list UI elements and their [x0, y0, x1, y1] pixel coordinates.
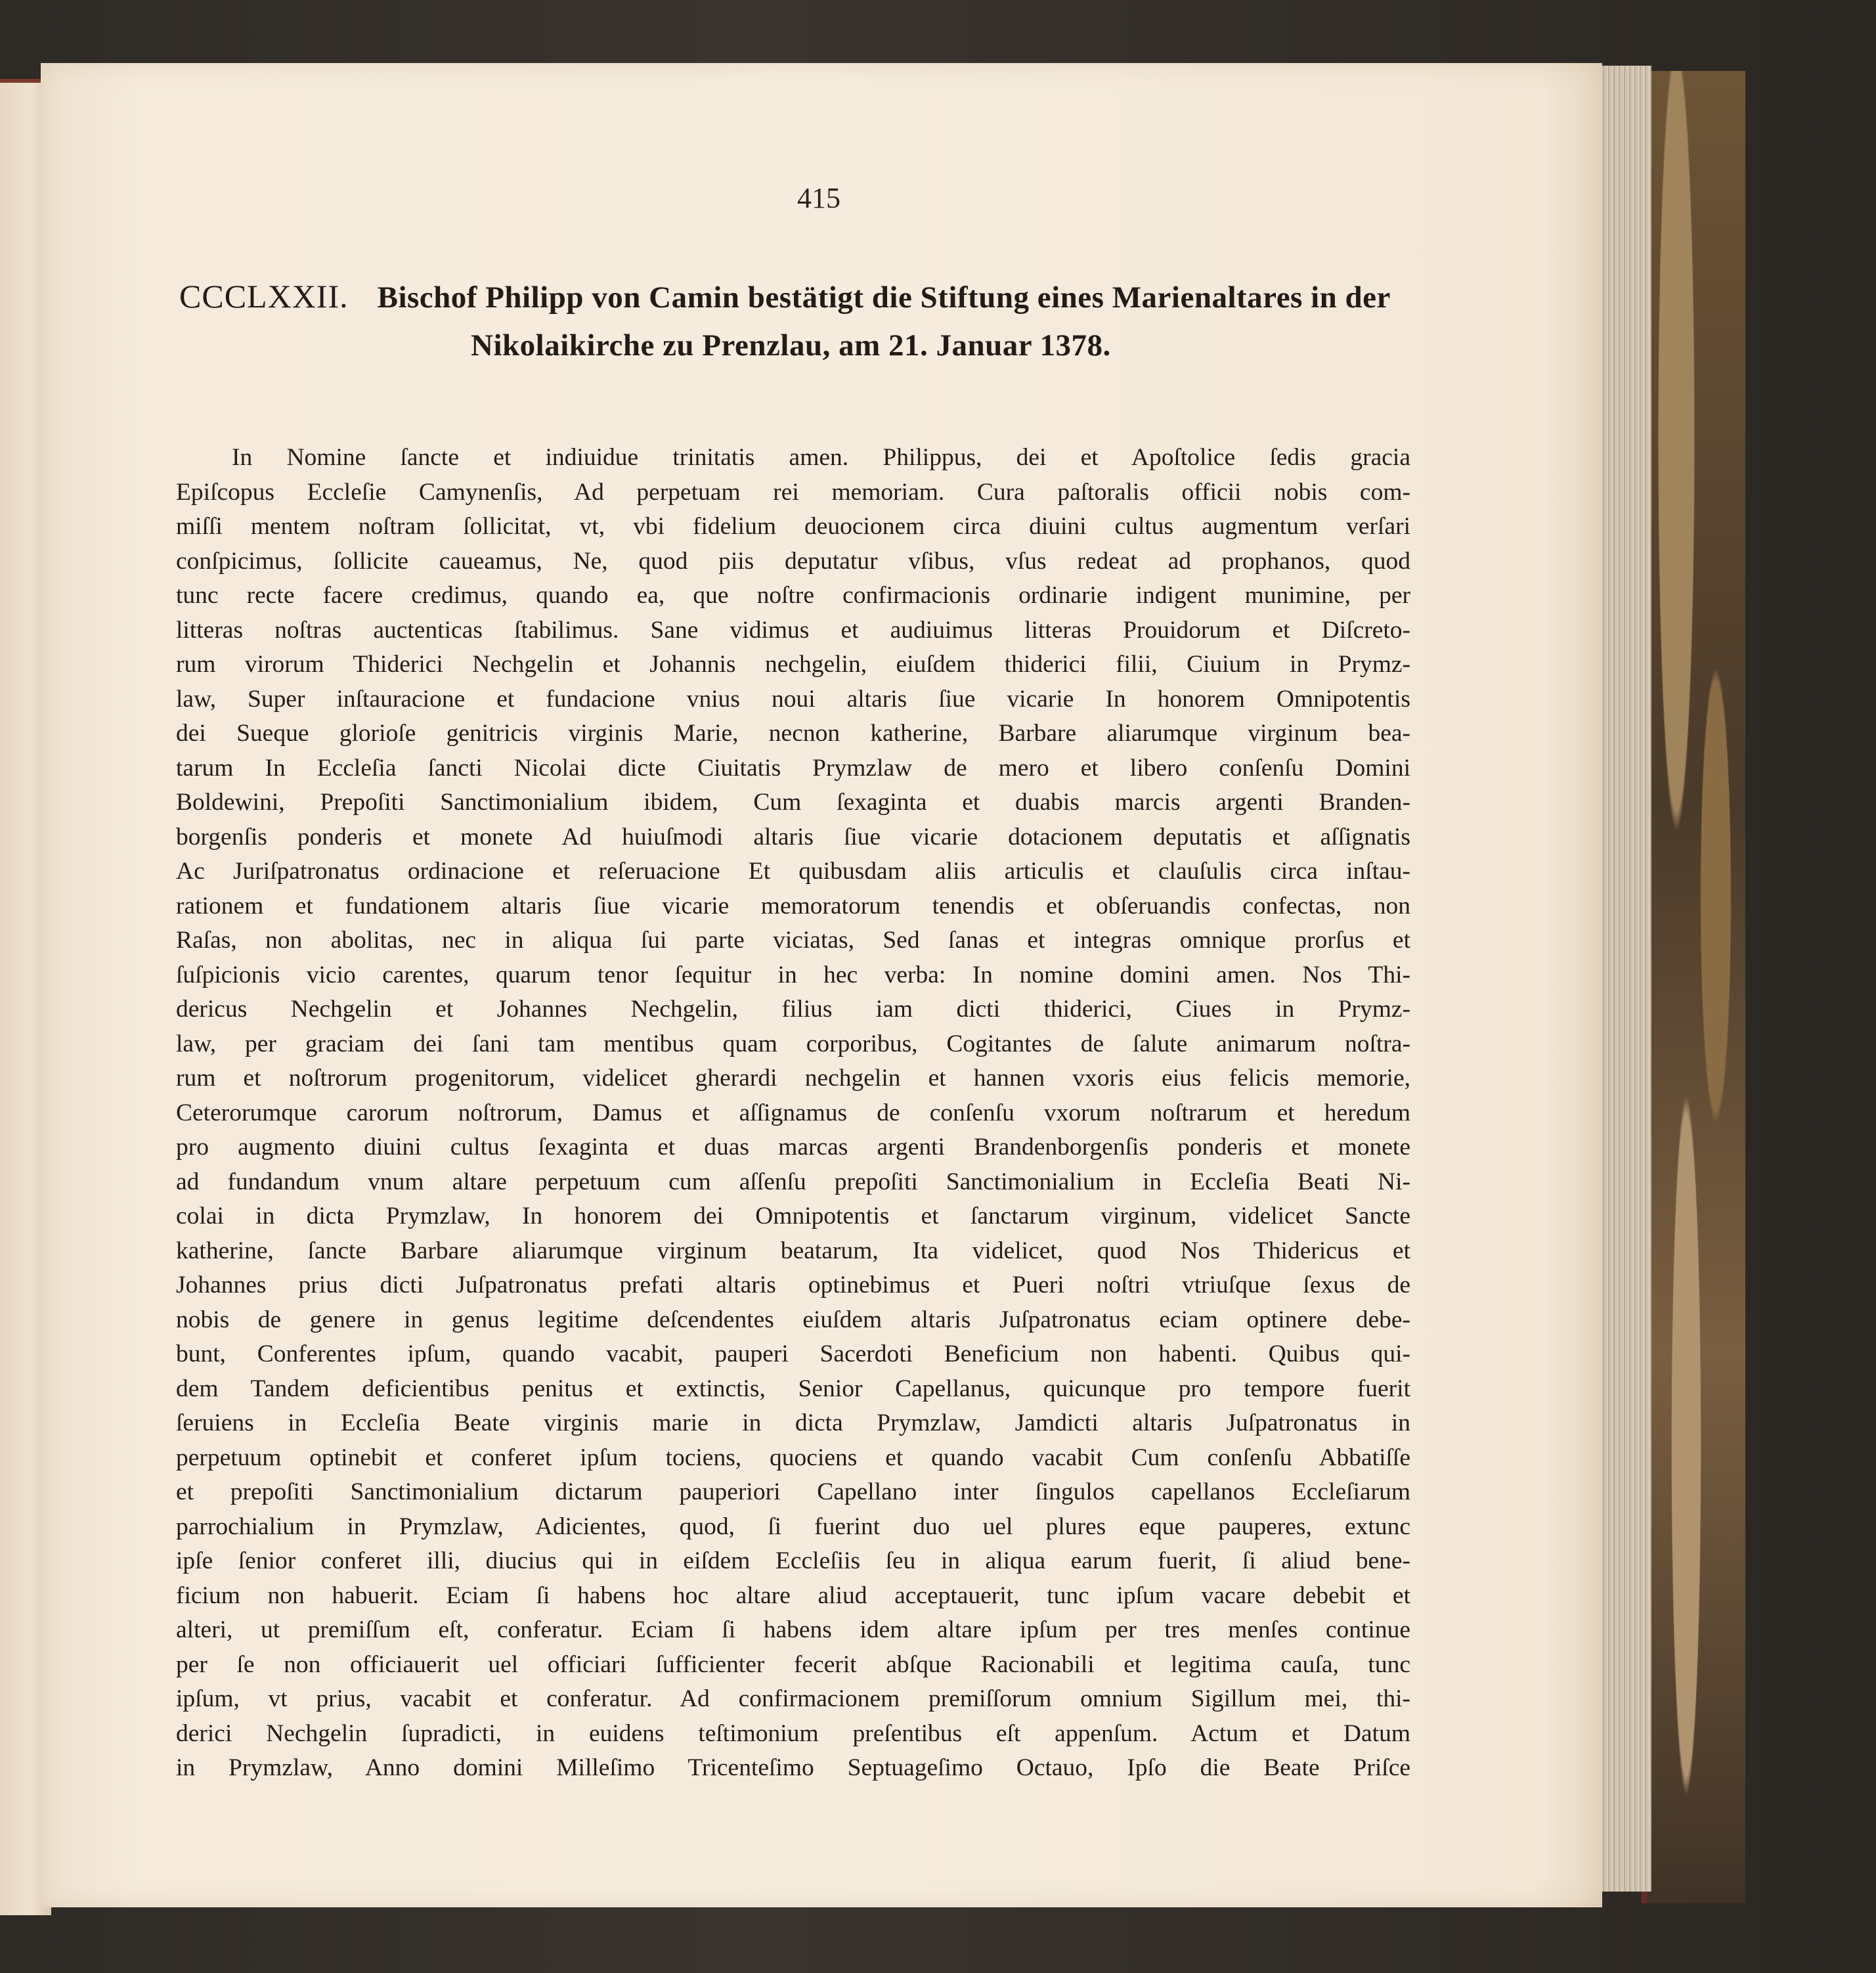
- text-line: tarum In Eccleſia ſancti Nicolai dicte Ciuitatis Prymzlaw de mero et libero conſenſu Domini: [176, 754, 1410, 782]
- page-stack-edge: [1596, 66, 1651, 1892]
- charter-text: [176, 441, 1410, 1786]
- text-line: et prepoſiti Sanctimonialium dictarum pauperiori Capellano inter ſingulos capellanos Eccleſiarum: [176, 1478, 1410, 1505]
- text-line: In Nomine ſancte et indiuidue trinitatis amen. Philippus, dei et Apoſtolice ſedis gracia: [232, 444, 1410, 471]
- text-line: ſeruiens in Eccleſia Beate virginis marie in dicta Prymzlaw, Jamdicti altaris Juſpatronatus in: [176, 1409, 1410, 1436]
- text-line: nobis de genere in genus legitime deſcendentes eiuſdem altaris Juſpatronatus eciam optinere debe-: [176, 1306, 1410, 1333]
- text-line: rum et noſtrorum progenitorum, videlicet gherardi nechgelin et hannen vxoris eius felicis memorie,: [176, 1065, 1410, 1092]
- heading-text-1: Bischof Philipp von Camin bestätigt die Stiftung eines Marienaltares in der: [377, 280, 1391, 315]
- text-line: Epiſcopus Eccleſie Camynenſis, Ad perpetuam rei memoriam. Cura paſtoralis officii nobis com-: [176, 478, 1410, 506]
- text-line: law, Super inſtauracione et fundacione vnius noui altaris ſiue vicarie In honorem Omnipotentis: [176, 685, 1410, 713]
- text-line: law, per graciam dei ſani tam mentibus quam corporibus, Cogitantes de ſalute animarum noſtra-: [176, 1030, 1410, 1057]
- text-line: dei Sueque glorioſe genitricis virginis Marie, necnon katherine, Barbare aliarumque virginum bea-: [176, 720, 1410, 747]
- book-page: [41, 63, 1602, 1907]
- text-line: rationem et fundationem altaris ſiue vicarie memoratorum tenendis et obſeruandis confectas, non: [176, 892, 1410, 920]
- text-line: dericus Nechgelin et Johannes Nechgelin, filius iam dicti thiderici, Ciues in Prymz-: [176, 996, 1410, 1023]
- text-line: Raſas, non abolitas, nec in aliqua ſui parte viciatas, Sed ſanas et integras omnique prorſus et: [176, 927, 1410, 954]
- text-line: parrochialium in Prymzlaw, Adicientes, quod, ſi fuerint duo uel plures eque pauperes, extunc: [176, 1513, 1410, 1540]
- text-line: derici Nechgelin ſupradicti, in euidens teſtimonium preſentibus eſt appenſum. Actum et Datum: [176, 1719, 1410, 1747]
- text-line: Ceterorumque carorum noſtrorum, Damus et aſſignamus de conſenſu vxorum noſtrarum et heredum: [176, 1099, 1410, 1126]
- text-line: pro augmento diuini cultus ſexaginta et duas marcas argenti Brandenborgenſis ponderis et monete: [176, 1134, 1410, 1161]
- text-line: rum virorum Thiderici Nechgelin et Johannis nechgelin, eiuſdem thiderici filii, Ciuium in Prymz-: [176, 651, 1410, 678]
- text-line: in Prymzlaw, Anno domini Milleſimo Tricenteſimo Septuageſimo Octauo, Ipſo die Beate Priſce: [176, 1754, 1410, 1781]
- text-line: ipſe ſenior conferet illi, diucius qui in eiſdem Eccleſiis ſeu in aliqua earum fuerit, ſi aliud bene-: [176, 1547, 1410, 1574]
- text-line: miſſi mentem noſtram ſollicitat, vt, vbi fidelium deuocionem circa diuini cultus augmentum verſari: [176, 513, 1410, 540]
- document-heading: [179, 280, 1414, 363]
- text-line: ipſum, vt prius, vacabit et conferatur. Ad confirmacionem premiſſorum omnium Sigillum mei, thi-: [176, 1685, 1410, 1712]
- text-line: litteras noſtras auctenticas ſtabilimus. Sane vidimus et audiuimus litteras Prouidorum et Diſcreto-: [176, 616, 1410, 644]
- text-line: katherine, ſancte Barbare aliarumque virginum beatarum, Ita videlicet, quod Nos Thidericus et: [176, 1237, 1410, 1264]
- text-line: Boldewini, Prepoſiti Sanctimonialium ibidem, Cum ſexaginta et duabis marcis argenti Branden-: [176, 789, 1410, 816]
- text-line: Johannes prius dicti Juſpatronatus prefati altaris optinebimus et Pueri noſtri vtriuſque ſexus de: [176, 1272, 1410, 1298]
- text-line: alteri, ut premiſſum eſt, conferatur. Eciam ſi habens idem altare ipſum per tres menſes continue: [176, 1616, 1410, 1643]
- document-number: CCCLXXII.: [179, 278, 349, 315]
- text-line: tunc recte facere credimus, quando ea, que noſtre confirmacionis ordinarie indigent munimine, per: [176, 582, 1410, 609]
- text-line: colai in dicta Prymzlaw, In honorem dei Omnipotentis et ſanctarum virginum, videlicet Sancte: [176, 1203, 1410, 1230]
- text-line: borgenſis ponderis et monete Ad huiuſmodi altaris ſiue vicarie dotacionem deputatis et aſſignatis: [176, 823, 1410, 851]
- text-line: bunt, Conferentes ipſum, quando vacabit, pauperi Sacerdoti Beneficium non habenti. Quibus qui-: [176, 1341, 1410, 1367]
- text-line: perpetuum optinebit et conferet ipſum tociens, quociens et quando vacabit Cum conſenſu Abbatiſſe: [176, 1444, 1410, 1471]
- text-line: per ſe non officiauerit uel officiari ſufficienter fecerit abſque Racionabili et legitima cauſa, tunc: [176, 1651, 1410, 1678]
- text-line: Ac Juriſpatronatus ordinacione et reſeruacione Et quibusdam aliis articulis et clauſulis circa inſtau-: [176, 858, 1410, 885]
- text-line: dem Tandem deficientibus penitus et extinctis, Senior Capellanus, quicunque pro tempore fuerit: [176, 1375, 1410, 1402]
- page-number: 415: [797, 182, 840, 214]
- book-cover-marbled: [1642, 71, 1745, 1903]
- heading-line-1: [179, 280, 1414, 313]
- text-line: ad fundandum vnum altare perpetuum cum aſſenſu prepoſiti Sanctimonialium in Eccleſia Beati Ni-: [176, 1168, 1410, 1195]
- heading-line-2: Nikolaikirche zu Prenzlau, am 21. Januar 1378.: [471, 328, 1111, 363]
- text-line: ſuſpicionis vicio carentes, quarum tenor ſequitur in hec verba: In nomine domini amen. Nos Thi-: [176, 961, 1410, 988]
- text-line: ficium non habuerit. Eciam ſi habens hoc altare aliud acceptauerit, tunc ipſum vacare debebit et: [176, 1582, 1410, 1609]
- text-line: conſpicimus, ſollicite caueamus, Ne, quod piis deputatur vſibus, vſus redeat ad prophanos, quod: [176, 547, 1410, 575]
